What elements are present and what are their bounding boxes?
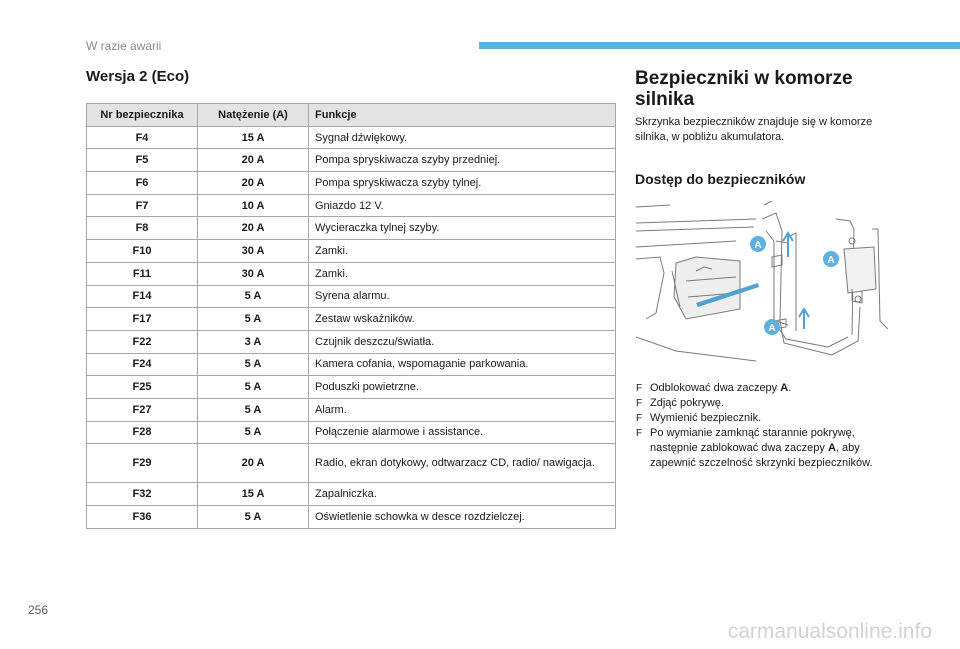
function-cell: Połączenie alarmowe i assistance. [309,421,616,444]
amperage-cell: 30 A [198,262,309,285]
fuse-number-cell: F24 [87,353,198,376]
fuse-number-cell: F8 [87,217,198,240]
fuse-number-cell: F36 [87,506,198,529]
function-cell: Sygnał dźwiękowy. [309,126,616,149]
bullet-marker: F [636,413,643,424]
amperage-cell: 15 A [198,126,309,149]
callout-a-top [750,236,766,252]
function-cell: Oświetlenie schowka w desce rozdzielczej. [309,506,616,529]
function-cell: Radio, ekran dotykowy, odtwarzacz CD, radio/ nawigacja. [309,444,616,483]
fuse-number-cell: F14 [87,285,198,308]
table-row [87,421,616,444]
amperage-cell: 5 A [198,376,309,399]
function-cell: Poduszki powietrzne. [309,376,616,399]
function-cell: Czujnik deszczu/światła. [309,330,616,353]
version-heading: Wersja 2 (Eco) [86,68,190,85]
function-cell: Kamera cofania, wspomaganie parkowania. [309,353,616,376]
function-cell: Alarm. [309,398,616,421]
amperage-cell: 20 A [198,217,309,240]
function-cell: Zapalniczka. [309,483,616,506]
fuse-number-cell: F5 [87,149,198,172]
function-cell: Syrena alarmu. [309,285,616,308]
fuse-number-cell: F27 [87,398,198,421]
amperage-cell: 5 A [198,353,309,376]
amperage-cell: 5 A [198,421,309,444]
fuse-number-cell: F7 [87,194,198,217]
table-row [87,285,616,308]
table-row [87,262,616,285]
callout-a-right [823,251,839,267]
amperage-cell: 15 A [198,483,309,506]
fuse-number-cell: F11 [87,262,198,285]
amperage-cell: 10 A [198,194,309,217]
step-item: F Po wymianie zamknąć starannie pokrywę, następnie zablokować dwa zaczepy A, aby zapewnić szczelność skrzynki bezpieczników. [636,427,873,469]
table-row [87,376,616,399]
function-cell: Gniazdo 12 V. [309,194,616,217]
amperage-cell: 3 A [198,330,309,353]
steps-list [636,381,898,471]
amperage-cell: 5 A [198,506,309,529]
function-cell: Zamki. [309,262,616,285]
table-row [87,330,616,353]
step-item: F Zdjąć pokrywę. [636,397,724,409]
amperage-cell: 30 A [198,240,309,263]
amperage-cell: 5 A [198,398,309,421]
fuse-number-cell: F25 [87,376,198,399]
bullet-marker: F [636,398,643,409]
table-row [87,398,616,421]
bullet-marker: F [636,428,643,439]
table-row [87,506,616,529]
table-row [87,126,616,149]
col-header-amperage: Natężenie (A) [198,104,309,127]
access-heading: Dostęp do bezpieczników [635,171,806,187]
function-cell: Zestaw wskaźników. [309,308,616,331]
intro-text: Skrzynka bezpieczników znajduje się w komorze silnika, w pobliżu akumulatora. [635,116,873,143]
fuse-number-cell: F17 [87,308,198,331]
table-row [87,240,616,263]
bullet-marker: F [636,383,643,394]
table-row [87,149,616,172]
step-item: F Wymienić bezpiecznik. [636,412,762,424]
amperage-cell: 20 A [198,149,309,172]
fuse-number-cell: F4 [87,126,198,149]
table-row [87,172,616,195]
amperage-cell: 5 A [198,308,309,331]
table-row [87,217,616,240]
fuse-number-cell: F22 [87,330,198,353]
amperage-cell: 5 A [198,285,309,308]
svg-text:A: A [827,255,835,266]
fuse-number-cell: F29 [87,444,198,483]
svg-text:A: A [768,323,776,334]
col-header-fuse-number: Nr bezpiecznika [87,104,198,127]
fuse-number-cell: F6 [87,172,198,195]
fuse-number-cell: F28 [87,421,198,444]
amperage-cell: 20 A [198,444,309,483]
table-row [87,308,616,331]
fuse-number-cell: F32 [87,483,198,506]
table-row [87,194,616,217]
table-header-row [87,104,616,127]
fuse-table [86,103,616,529]
svg-text:A: A [754,240,762,251]
function-cell: Pompa spryskiwacza szyby tylnej. [309,172,616,195]
fuse-number-cell: F10 [87,240,198,263]
step-item: F Odblokować dwa zaczepy A. [636,382,792,394]
engine-fuses-heading: Bezpieczniki w komorze silnika [635,68,853,110]
watermark: carmanualsonline.info [727,620,932,643]
section-title: W razie awarii [86,39,162,53]
page-number: 256 [28,603,49,617]
accent-bar [479,42,960,49]
amperage-cell: 20 A [198,172,309,195]
function-cell: Pompa spryskiwacza szyby przedniej. [309,149,616,172]
fuse-box-illustration [636,201,888,363]
col-header-functions: Funkcje [309,104,616,127]
table-row [87,444,616,483]
table-row [87,353,616,376]
callout-a-bottom [764,319,780,335]
function-cell: Zamki. [309,240,616,263]
table-row [87,483,616,506]
function-cell: Wycieraczka tylnej szyby. [309,217,616,240]
